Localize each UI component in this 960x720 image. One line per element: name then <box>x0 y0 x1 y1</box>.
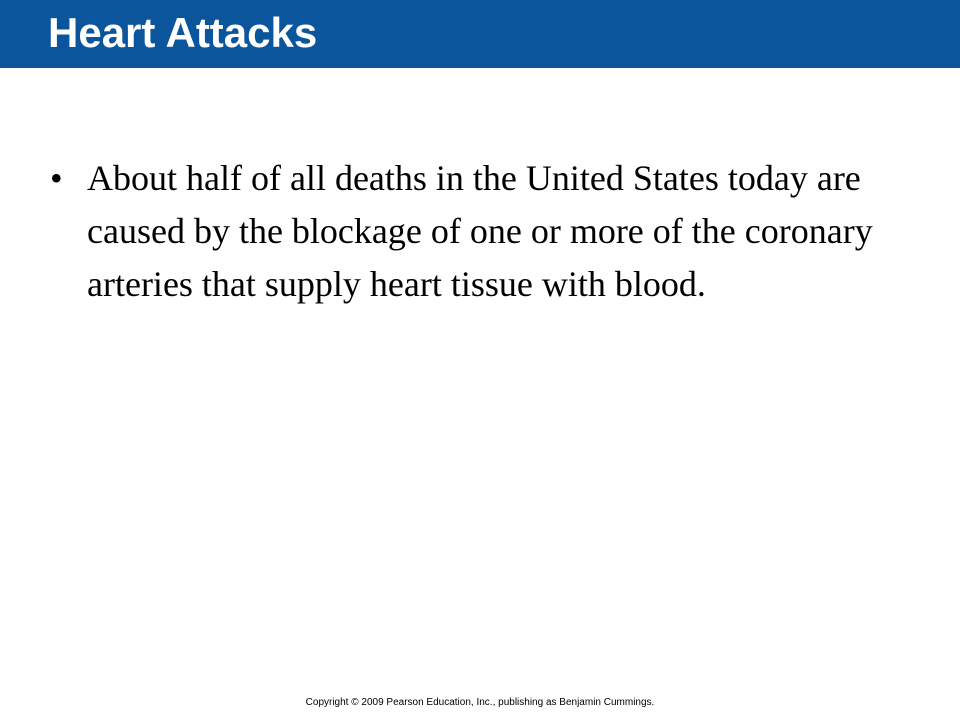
bullet-marker: • <box>50 158 63 198</box>
bullet-list <box>48 152 898 311</box>
bullet-text: About half of all deaths in the United States today are caused by the blockage of one or more of the coronary arteries that supply heart tissue with blood. <box>87 158 873 304</box>
copyright-footer: Copyright © 2009 Pearson Education, Inc., publishing as Benjamin Cummings. <box>305 697 655 708</box>
title-bar <box>0 0 960 68</box>
slide-body <box>48 152 898 311</box>
slide-title: Heart Attacks <box>48 9 318 56</box>
bullet-item <box>48 152 898 311</box>
